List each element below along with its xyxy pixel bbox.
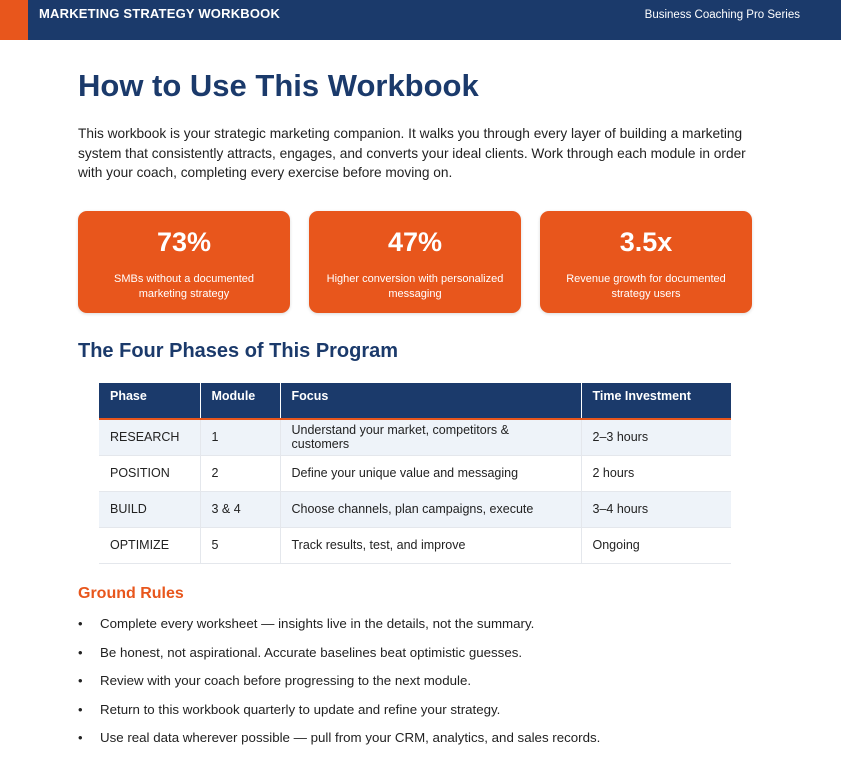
bullet-icon: • — [78, 644, 83, 660]
bullet-icon: • — [78, 701, 83, 717]
intro-paragraph: This workbook is your strategic marketing companion. It walks you through every layer of building a marketing system that consistently attracts, engages, and converts your ideal clients. Work through each module in order with your coach, completing every exercise before moving on. — [78, 126, 746, 180]
bullet-icon: • — [78, 730, 83, 745]
stat-card — [540, 211, 752, 313]
table-cell: POSITION — [99, 455, 200, 491]
stat-label: Revenue growth for documented strategy users — [566, 273, 726, 300]
list-item — [78, 700, 600, 729]
table-cell: Understand your market, competitors & customers — [280, 419, 581, 455]
table-cell: OPTIMIZE — [99, 527, 200, 563]
table-cell: 2–3 hours — [581, 419, 731, 455]
stat-value: 47% — [387, 227, 443, 257]
table-cell: Track results, test, and improve — [280, 527, 581, 563]
stat-value: 3.5x — [619, 227, 673, 257]
table-cell: BUILD — [99, 491, 200, 527]
column-header: Module — [200, 383, 280, 419]
phases-heading: The Four Phases of This Program — [78, 340, 399, 362]
page-header — [0, 0, 841, 40]
table-cell: 1 — [200, 419, 280, 455]
table-cell: 3–4 hours — [581, 491, 731, 527]
list-item — [78, 643, 600, 672]
bullet-icon: • — [78, 673, 83, 688]
header-series: Business Coaching Pro Series — [644, 9, 800, 21]
bullet-icon: • — [78, 616, 83, 631]
table-cell: Define your unique value and messaging — [280, 455, 581, 491]
ground-rules-heading: Ground Rules — [78, 585, 184, 602]
table-cell: 3 & 4 — [200, 491, 280, 527]
list-item-text: Review with your coach before progressing to the next module. — [100, 673, 472, 688]
ground-rules-list — [78, 614, 600, 757]
list-item-text: Use real data wherever possible — pull from your CRM, analytics, and sales records. — [100, 730, 601, 745]
stat-card — [78, 211, 290, 313]
table-header-row — [99, 383, 731, 419]
list-item-text: Return to this workbook quarterly to update and refine your strategy. — [100, 701, 501, 717]
table-cell: 2 — [200, 455, 280, 491]
column-header: Time Investment — [581, 383, 731, 419]
table-row — [99, 455, 731, 491]
phases-table — [99, 383, 731, 564]
list-item — [78, 614, 600, 643]
table-row — [99, 527, 731, 563]
column-header: Focus — [280, 383, 581, 419]
table-row — [99, 419, 731, 455]
table-cell: RESEARCH — [99, 419, 200, 455]
header-title: MARKETING STRATEGY WORKBOOK — [39, 6, 281, 21]
table-cell: 5 — [200, 527, 280, 563]
table-cell: Ongoing — [581, 527, 731, 563]
table-cell: 2 hours — [581, 455, 731, 491]
table-cell: Choose channels, plan campaigns, execute — [280, 491, 581, 527]
table-row — [99, 491, 731, 527]
stat-card — [309, 211, 521, 313]
stats-row — [78, 211, 752, 313]
list-item-text: Complete every worksheet — insights live in the details, not the summary. — [100, 616, 535, 631]
list-item — [78, 671, 600, 700]
page-title: How to Use This Workbook — [78, 68, 479, 103]
header-accent-bar — [0, 0, 28, 40]
stat-value: 73% — [156, 227, 212, 257]
list-item — [78, 728, 600, 757]
list-item-text: Be honest, not aspirational. Accurate baselines beat optimistic guesses. — [100, 644, 523, 660]
stat-label: SMBs without a documented marketing strategy — [113, 273, 255, 300]
stat-label: Higher conversion with personalized messaging — [326, 273, 504, 300]
column-header: Phase — [99, 383, 200, 419]
